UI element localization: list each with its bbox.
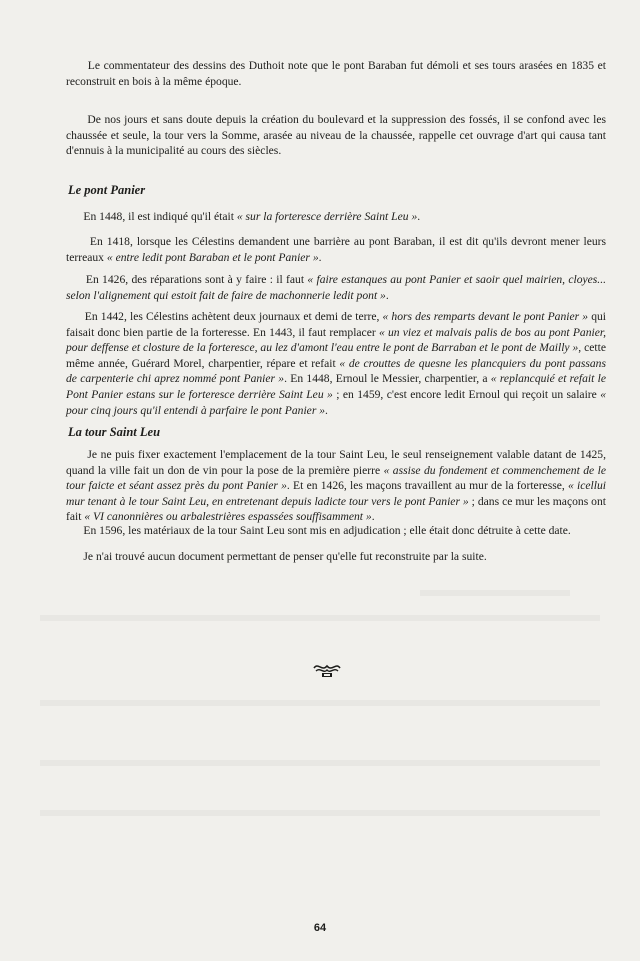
paragraph-demolition bbox=[66, 58, 606, 89]
quotation: « VI canonnières ou arbalestrières espassées souffisamment » bbox=[84, 510, 372, 524]
paragraph-1596 bbox=[66, 523, 606, 539]
ornament-icon bbox=[312, 660, 342, 680]
show-through-line bbox=[40, 615, 600, 621]
show-through-line bbox=[40, 810, 600, 816]
paragraph-text: En 1426, des réparations sont à y faire : il faut bbox=[85, 273, 308, 286]
paragraph-text: . bbox=[318, 250, 322, 264]
paragraph-text: En 1442, les Célestins achètent deux journaux et demi de terre, bbox=[84, 310, 383, 323]
paragraph-text: ; dans ce mur les maçons ont fait bbox=[66, 494, 606, 524]
paragraph-text: ; en 1459, c'est encore ledit Ernoul qui reçoit un salaire bbox=[332, 387, 601, 401]
page-number: 64 bbox=[313, 922, 327, 934]
paragraph-text: En 1596, les matériaux de la tour Saint Leu sont mis en adjudication ; elle était donc détruite à cette date. bbox=[83, 524, 571, 537]
paragraph-text: En 1448, il est indiqué qu'il était bbox=[83, 210, 237, 223]
quotation: « replancquié et refait le Pont Panier estans sur le forteresce derrière Saint Leu » bbox=[66, 372, 606, 401]
quotation: « entre ledit pont Baraban et le pont Panier » bbox=[106, 250, 319, 264]
show-through-line bbox=[40, 700, 600, 706]
quotation: « sur la forteresce derrière Saint Leu » bbox=[236, 210, 418, 223]
section-heading-pont-panier: Le pont Panier bbox=[68, 183, 146, 197]
quotation: « de crouttes de quesne les plancquiers du pont passans de carpenterie chi aprez nommé pont Panier » bbox=[66, 356, 606, 386]
paragraph-conclusion bbox=[66, 549, 606, 565]
paragraph-modern-day bbox=[66, 112, 606, 159]
paragraph-text: . En 1448, Ernoul le Messier, charpentier, a bbox=[284, 372, 491, 386]
paragraph-text: . bbox=[325, 403, 328, 417]
quotation: « faire estanques au pont Panier et saoir quel mairien, cloyes... selon l'alignement qui estoit fait de faire de machonnerie ledit pont » bbox=[66, 273, 607, 302]
quotation: « hors des remparts devant le pont Panier » bbox=[382, 310, 589, 323]
show-through-line bbox=[40, 760, 600, 766]
paragraph-text: . Et en 1426, les maçons travaillent au mur de la forteresse, bbox=[286, 479, 568, 493]
quotation: « icellui mur tenant à le tour Saint Leu, en entretenant depuis ladicte tour vers le pont Panier » bbox=[66, 479, 606, 508]
paragraph-text: . bbox=[371, 510, 375, 524]
paragraph-text: Le commentateur des dessins des Duthoit note que le pont Baraban fut démoli et ses tours arasées en 1835 et reconstruit en bois à la même époque. bbox=[66, 59, 607, 88]
paragraph-text: Je n'ai trouvé aucun document permettant de penser qu'elle fut reconstruite par la suite. bbox=[83, 550, 487, 563]
paragraph-1442 bbox=[66, 309, 606, 418]
paragraph-text: qui faisait donc bien partie de la forteresse. En 1443, il faut remplacer bbox=[66, 310, 607, 339]
paragraph-1426-repairs bbox=[66, 272, 606, 303]
section-heading-tour-saint-leu: La tour Saint Leu bbox=[68, 425, 161, 439]
paragraph-text: De nos jours et sans doute depuis la création du boulevard et la suppression des fossés, il se confond avec les chaussée et seule, la tour vers la Somme, arasée au niveau de la chaussée, rappelle cet ouvrage d'art qui causa tant d'ennuis à la municipalité au cours des siècles. bbox=[66, 113, 607, 158]
paragraph-tour-location bbox=[66, 447, 606, 525]
paragraph-1418 bbox=[66, 234, 606, 265]
paragraph-text: En 1418, lorsque les Célestins demandent une barrière au pont Baraban, il est dit qu'ils devront mener leurs terreaux bbox=[66, 235, 607, 264]
paragraph-text: . bbox=[385, 288, 389, 302]
paragraph-text: , cette même année, Guérard Morel, charpentier, répare et refait bbox=[66, 341, 606, 370]
quotation: « un viez et malvais palis de bos au pont Panier, pour deffense et closture de la forteresce, au lez d'amont l'eau entre le pont de Barraban et le pont de Mailly » bbox=[66, 325, 606, 355]
show-through-line bbox=[420, 590, 570, 596]
paragraph-1448 bbox=[66, 209, 606, 225]
quotation: « pour cinq jours qu'il entendi à parfaire le pont Panier » bbox=[66, 387, 607, 417]
paragraph-text: . bbox=[417, 210, 421, 223]
quotation: « assise du fondement et commenchement de le tour faicte et séant assez près du pont Panier » bbox=[66, 463, 606, 493]
paragraph-text: Je ne puis fixer exactement l'emplacement de la tour Saint Leu, le seul renseignement valable datant de 1425, quand la ville fait un don de vin pour la pose de la première pierre bbox=[66, 448, 607, 477]
